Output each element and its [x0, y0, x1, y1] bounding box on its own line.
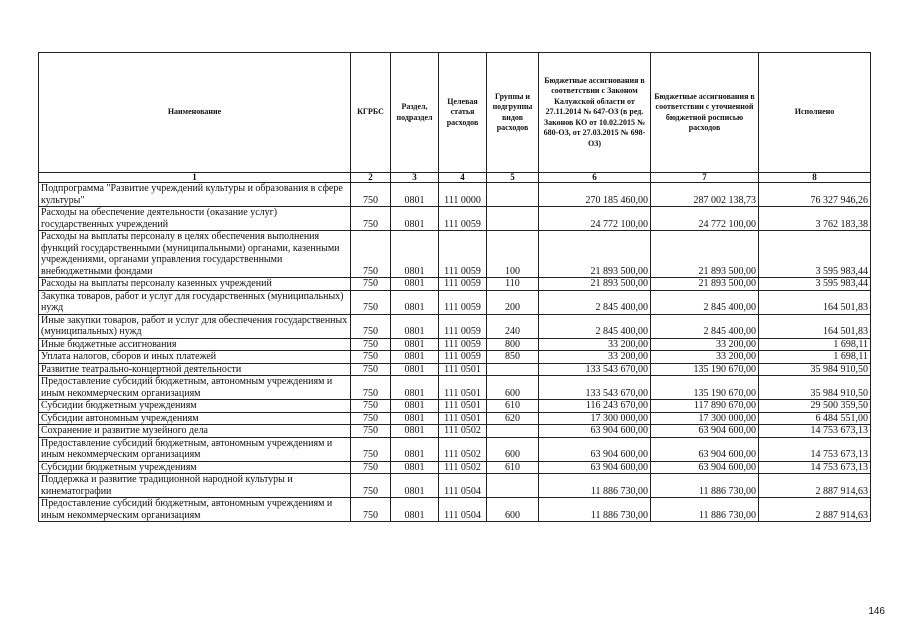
row-target: 111 0501	[439, 363, 487, 376]
table-row	[39, 314, 871, 338]
column-number: 7	[651, 173, 759, 183]
row-executed: 1 698,11	[759, 338, 871, 351]
row-budget-refined: 63 904 600,00	[651, 425, 759, 438]
table-row	[39, 207, 871, 231]
row-target: 111 0059	[439, 314, 487, 338]
row-target: 111 0504	[439, 474, 487, 498]
header-name: Наименование	[39, 53, 351, 173]
row-budget-law: 21 893 500,00	[539, 278, 651, 291]
column-number: 3	[391, 173, 439, 183]
row-group	[487, 183, 539, 207]
row-name: Субсидии автономным учреждениям	[39, 412, 351, 425]
header-groups: Группы и подгруппы видов расходов	[487, 53, 539, 173]
row-name: Предоставление субсидий бюджетным, автономным учреждениям и иным некоммерческим организациям	[39, 376, 351, 400]
row-budget-law: 11 886 730,00	[539, 474, 651, 498]
row-group: 800	[487, 338, 539, 351]
row-name: Предоставление субсидий бюджетным, автономным учреждениям и иным некоммерческим организациям	[39, 498, 351, 522]
row-budget-refined: 21 893 500,00	[651, 231, 759, 278]
row-kgrbs: 750	[351, 338, 391, 351]
row-target: 111 0502	[439, 425, 487, 438]
row-name: Расходы на выплаты персоналу в целях обеспечения выполнения функций государственными (муниципальными) органами, казенными учреждениями, органами управления государственными внебюджетными фондами	[39, 231, 351, 278]
row-budget-law: 63 904 600,00	[539, 461, 651, 474]
table-row	[39, 338, 871, 351]
row-name: Иные бюджетные ассигнования	[39, 338, 351, 351]
row-group: 100	[487, 231, 539, 278]
row-budget-refined: 11 886 730,00	[651, 474, 759, 498]
row-budget-law: 21 893 500,00	[539, 231, 651, 278]
row-budget-refined: 11 886 730,00	[651, 498, 759, 522]
row-kgrbs: 750	[351, 351, 391, 364]
row-executed: 35 984 910,50	[759, 363, 871, 376]
table-row	[39, 412, 871, 425]
row-target: 111 0000	[439, 183, 487, 207]
table-row	[39, 183, 871, 207]
row-kgrbs: 750	[351, 412, 391, 425]
row-kgrbs: 750	[351, 400, 391, 413]
row-kgrbs: 750	[351, 425, 391, 438]
row-budget-law: 2 845 400,00	[539, 314, 651, 338]
row-budget-refined: 63 904 600,00	[651, 461, 759, 474]
column-number: 6	[539, 173, 651, 183]
row-target: 111 0059	[439, 207, 487, 231]
page-number: 146	[868, 606, 885, 617]
row-section: 0801	[391, 363, 439, 376]
row-executed: 14 753 673,13	[759, 425, 871, 438]
row-kgrbs: 750	[351, 461, 391, 474]
row-name: Подпрограмма "Развитие учреждений культуры и образования в сфере культуры"	[39, 183, 351, 207]
row-name: Расходы на обеспечение деятельности (оказание услуг) государственных учреждений	[39, 207, 351, 231]
column-number-row	[39, 173, 871, 183]
header-budget-law: Бюджетные ассигнования в соответствии с Законом Калужской области от 27.11.2014 № 647-ОЗ (в ред. Законов КО от 10.02.2015 № 680-ОЗ, от 27.03.2015 № 698-ОЗ)	[539, 53, 651, 173]
row-group: 600	[487, 376, 539, 400]
row-executed: 164 501,83	[759, 290, 871, 314]
row-budget-law: 63 904 600,00	[539, 437, 651, 461]
row-section: 0801	[391, 498, 439, 522]
row-budget-law: 33 200,00	[539, 338, 651, 351]
header-row	[39, 53, 871, 173]
row-group: 240	[487, 314, 539, 338]
row-target: 111 0059	[439, 351, 487, 364]
row-target: 111 0502	[439, 461, 487, 474]
table-row	[39, 498, 871, 522]
row-kgrbs: 750	[351, 278, 391, 291]
row-executed: 14 753 673,13	[759, 461, 871, 474]
row-budget-law: 11 886 730,00	[539, 498, 651, 522]
table-row	[39, 376, 871, 400]
row-budget-law: 116 243 670,00	[539, 400, 651, 413]
table-row	[39, 437, 871, 461]
row-section: 0801	[391, 412, 439, 425]
row-section: 0801	[391, 437, 439, 461]
row-name: Расходы на выплаты персоналу казенных учреждений	[39, 278, 351, 291]
row-name: Предоставление субсидий бюджетным, автономным учреждениям и иным некоммерческим организациям	[39, 437, 351, 461]
row-group: 610	[487, 400, 539, 413]
row-kgrbs: 750	[351, 207, 391, 231]
row-budget-law: 24 772 100,00	[539, 207, 651, 231]
row-section: 0801	[391, 425, 439, 438]
row-budget-refined: 287 002 138,73	[651, 183, 759, 207]
row-section: 0801	[391, 290, 439, 314]
row-budget-refined: 63 904 600,00	[651, 437, 759, 461]
row-group: 200	[487, 290, 539, 314]
table-body	[39, 183, 871, 522]
table-row	[39, 278, 871, 291]
row-budget-refined: 17 300 000,00	[651, 412, 759, 425]
row-group: 610	[487, 461, 539, 474]
budget-table	[38, 52, 871, 522]
row-budget-law: 270 185 460,00	[539, 183, 651, 207]
row-section: 0801	[391, 183, 439, 207]
column-number: 2	[351, 173, 391, 183]
header-section: Раздел, подраздел	[391, 53, 439, 173]
row-kgrbs: 750	[351, 363, 391, 376]
row-name: Уплата налогов, сборов и иных платежей	[39, 351, 351, 364]
row-executed: 29 500 359,50	[759, 400, 871, 413]
table-row	[39, 425, 871, 438]
row-budget-refined: 33 200,00	[651, 338, 759, 351]
row-group	[487, 363, 539, 376]
row-name: Субсидии бюджетным учреждениям	[39, 461, 351, 474]
row-executed: 1 698,11	[759, 351, 871, 364]
header-target: Целевая статья расходов	[439, 53, 487, 173]
row-section: 0801	[391, 338, 439, 351]
row-target: 111 0501	[439, 412, 487, 425]
table-row	[39, 461, 871, 474]
row-section: 0801	[391, 207, 439, 231]
row-budget-refined: 21 893 500,00	[651, 278, 759, 291]
row-budget-refined: 33 200,00	[651, 351, 759, 364]
table-row	[39, 231, 871, 278]
row-executed: 35 984 910,50	[759, 376, 871, 400]
row-budget-law: 17 300 000,00	[539, 412, 651, 425]
row-budget-law: 33 200,00	[539, 351, 651, 364]
row-executed: 3 762 183,38	[759, 207, 871, 231]
column-number: 1	[39, 173, 351, 183]
row-budget-refined: 117 890 670,00	[651, 400, 759, 413]
row-target: 111 0059	[439, 290, 487, 314]
header-budget-refined: Бюджетные ассигнования в соответствии с уточненной бюджетной росписью расходов	[651, 53, 759, 173]
row-section: 0801	[391, 474, 439, 498]
row-target: 111 0059	[439, 338, 487, 351]
row-section: 0801	[391, 461, 439, 474]
table-row	[39, 290, 871, 314]
row-name: Развитие театрально-концертной деятельности	[39, 363, 351, 376]
row-budget-refined: 135 190 670,00	[651, 363, 759, 376]
row-kgrbs: 750	[351, 498, 391, 522]
row-executed: 2 887 914,63	[759, 474, 871, 498]
row-name: Закупка товаров, работ и услуг для государственных (муниципальных) нужд	[39, 290, 351, 314]
row-budget-refined: 2 845 400,00	[651, 290, 759, 314]
row-executed: 2 887 914,63	[759, 498, 871, 522]
column-number: 8	[759, 173, 871, 183]
row-target: 111 0059	[439, 278, 487, 291]
row-group: 620	[487, 412, 539, 425]
column-number: 5	[487, 173, 539, 183]
row-section: 0801	[391, 351, 439, 364]
row-section: 0801	[391, 376, 439, 400]
row-budget-refined: 2 845 400,00	[651, 314, 759, 338]
row-target: 111 0501	[439, 400, 487, 413]
row-name: Субсидии бюджетным учреждениям	[39, 400, 351, 413]
table-row	[39, 400, 871, 413]
row-budget-law: 133 543 670,00	[539, 363, 651, 376]
row-group: 850	[487, 351, 539, 364]
row-group	[487, 207, 539, 231]
row-kgrbs: 750	[351, 314, 391, 338]
row-budget-refined: 135 190 670,00	[651, 376, 759, 400]
row-executed: 6 484 551,00	[759, 412, 871, 425]
row-budget-refined: 24 772 100,00	[651, 207, 759, 231]
row-group: 600	[487, 498, 539, 522]
row-target: 111 0501	[439, 376, 487, 400]
row-name: Иные закупки товаров, работ и услуг для обеспечения государственных (муниципальных) нужд	[39, 314, 351, 338]
row-section: 0801	[391, 400, 439, 413]
row-budget-law: 2 845 400,00	[539, 290, 651, 314]
row-budget-law: 63 904 600,00	[539, 425, 651, 438]
row-section: 0801	[391, 278, 439, 291]
row-executed: 14 753 673,13	[759, 437, 871, 461]
row-kgrbs: 750	[351, 474, 391, 498]
row-name: Сохранение и развитие музейного дела	[39, 425, 351, 438]
row-kgrbs: 750	[351, 437, 391, 461]
row-name: Поддержка и развитие традиционной народной культуры и кинематографии	[39, 474, 351, 498]
row-executed: 164 501,83	[759, 314, 871, 338]
header-kgrbs: КГРБС	[351, 53, 391, 173]
table-row	[39, 474, 871, 498]
row-executed: 76 327 946,26	[759, 183, 871, 207]
row-section: 0801	[391, 314, 439, 338]
row-kgrbs: 750	[351, 183, 391, 207]
table-row	[39, 363, 871, 376]
row-target: 111 0502	[439, 437, 487, 461]
table-row	[39, 351, 871, 364]
row-group: 110	[487, 278, 539, 291]
row-kgrbs: 750	[351, 376, 391, 400]
row-group	[487, 425, 539, 438]
row-group	[487, 474, 539, 498]
row-group: 600	[487, 437, 539, 461]
column-number: 4	[439, 173, 487, 183]
row-section: 0801	[391, 231, 439, 278]
row-executed: 3 595 983,44	[759, 231, 871, 278]
row-kgrbs: 750	[351, 231, 391, 278]
row-budget-law: 133 543 670,00	[539, 376, 651, 400]
header-executed: Исполнено	[759, 53, 871, 173]
row-executed: 3 595 983,44	[759, 278, 871, 291]
row-target: 111 0059	[439, 231, 487, 278]
row-kgrbs: 750	[351, 290, 391, 314]
row-target: 111 0504	[439, 498, 487, 522]
